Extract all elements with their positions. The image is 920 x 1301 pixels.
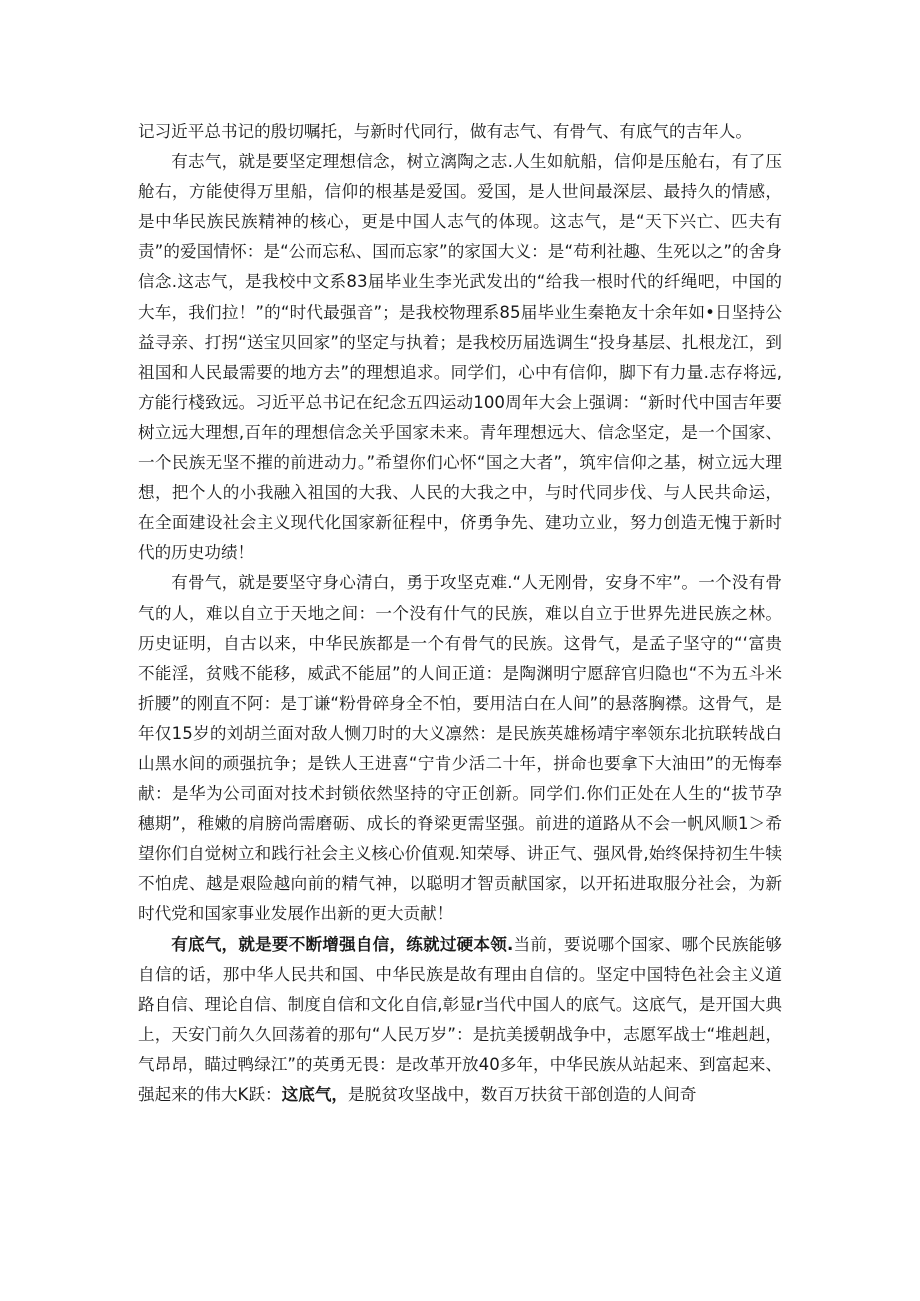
lead-line: 记习近平总书记的殷切嘱托，与新时代同行，做有志气、有骨气、有底气的吉年人。 xyxy=(138,122,752,141)
paragraph-diqi xyxy=(138,930,782,1111)
paragraph-zhiqi: 有志气，就是要坚定理想信念，树立漓陶之志.人生如航船，信仰是压舱右，有了压舱右，方能使得万里船，信仰的根基是爱国。爱国，是人世间最深层、最持久的情感，是中华民族民族精神的核心，更是中国人志气的体现。这志气，是“天下兴亡、匹夫有责”的爱国情怀：是“公而忘私、国而忘家”的家国大义：是“苟利社趣、生死以之”的舍身信念.这志气，是我校中文系83届毕业生李光武发出的“给我一根时代的纤绳吧，中国的大车，我们拉！”的“时代最强音”；是我校物理系85届毕业生秦艳友十余年如•日坚持公益寻亲、打拐“送宝贝回家”的坚定与执着；是我校历届选调生“投身基层、扎根龙江，到祖国和人民最需要的地方去”的理想追求。同学们，心中有信仰，脚下有力量.志存将远,方能行棧致远。习近平总书记在纪念五四运动100周年大会上强调：“新时代中国吉年要树立远大理想,百年的理想信念关乎国家未来。青年理想远大、信念坚定，是一个国家、一个民族无坚不摧的前进动力。”希望你们心怀“国之大者”，筑牢信仰之基，树立远大理想，把个人的小我融入祖国的大我、人民的大我之中，与时代同步伐、与人民共命运，在全面建设社会主义现代化国家新征程中，侪勇争先、建功立业，努力创造无愧于新时代的历史功绩！ xyxy=(138,152,782,563)
paragraph-diqi-bold-lead: 有底气，就是要不断增强自信，练就过硬本领. xyxy=(171,934,514,954)
paragraph-diqi-part1: 当前，要说哪个国家、哪个民族能够自信的话，那中华人民共和国、中华民族是故有理由自信的。坚定中国特色社会主义道路自信、理论自信、制度自信和文化自信,彰显r当代中国人的底气。这底气，是开国大典上，天安门前久久回荡着的那句“人民万岁”：是抗美援朝战争中，志愿军战士“堆赳赳，气昂昂，瞄过鸭绿江”的英勇无畏：是改革开放40多年，中华民族从站起来、到富起来、强起来的伟大K跃： xyxy=(138,934,782,1104)
paragraph-guqi: 有骨气，就是要坚守身心清白，勇于攻坚克难.“人无刚骨，安身不牢”。一个没有骨气的人，难以自立于天地之间：一个没有什气的民族，难以自立于世界先进民族之林。历史证明，自古以来，中华民族都是一个有骨气的民族。这骨气，是孟子坚守的“‘富贵不能淫，贫贱不能移，威武不能屈”的人间正道：是陶渊明宁愿辞官归隐也“不为五斗米折腰”的刚直不阿：是丁谦“粉骨碎身全不怕，要用洁白在人间”的悬落胸襟。这骨气，是年仅15岁的刘胡兰面对敌人恻刀时的大义凛然：是民族英雄杨靖宇率领东北抗联转战白山黑水间的顽强抗争；是铁人王进喜“宁肯少活二十年，拼命也要拿下大油田”的无悔奉献：是华为公司面对技术封锁依然坚持的守正创新。同学们.你们正处在人生的“拔节孕穗期”，稚嫩的肩膀尚需磨砺、成长的脊梁更需坚强。前进的道路从不会一帆风顺1＞希望你们自觉树立和践行社会主义核心价值观.知荣辱、讲正气、强风骨,始终保持初生牛犊不怕虎、越是艰险越向前的精气神，以聪明才智贡献国家，以开拓进取服分社会，为新时代党和国家事业发展作出新的更大贡献！ xyxy=(138,573,782,924)
document-page xyxy=(138,117,782,1110)
paragraph-diqi-bold-mid: 这底气， xyxy=(281,1085,349,1104)
paragraph-diqi-part2: 是脱贫攻坚战中，数百万扶贫干部创造的人间奇 xyxy=(348,1085,697,1104)
